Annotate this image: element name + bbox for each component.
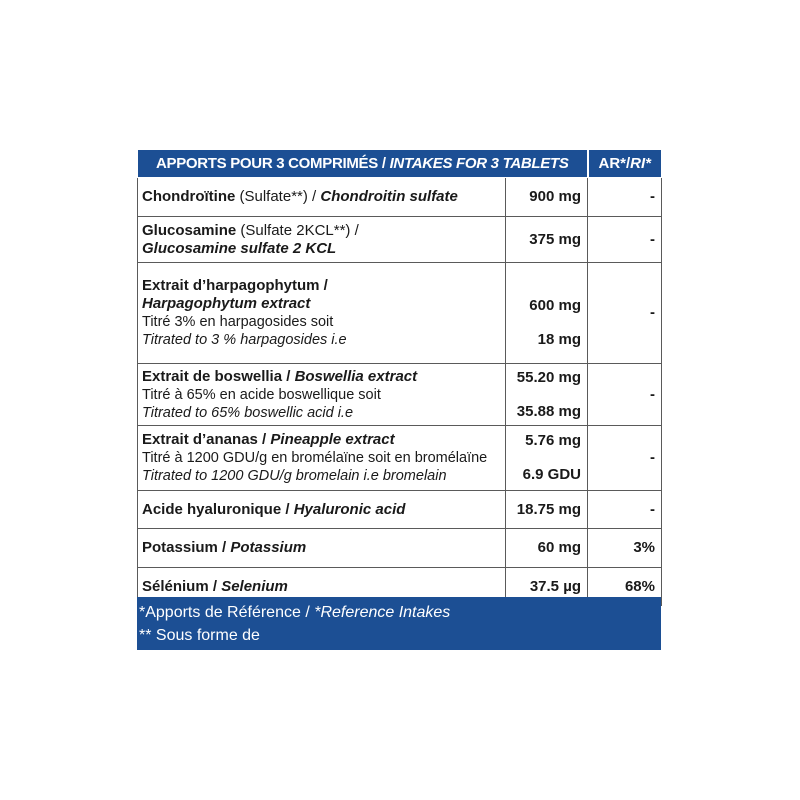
footer-reference-fr: *Apports de Référence / [139,604,315,621]
header-ri: RI* [630,155,651,172]
ingredient-en: Potassium [230,539,307,556]
ingredient-fr-extra: (Sulfate**) / [235,188,321,205]
ingredient-sub-en: Titrated to 1200 GDU/g bromelain i.e bromelain [142,468,447,484]
ingredient-sub-fr: Titré à 1200 GDU/g en bromélaïne soit en bromélaïne [142,450,488,466]
header-ar-ri [588,150,662,178]
ingredient-en: Boswellia extract [294,367,418,385]
ingredient-quantity [506,364,588,426]
ingredient-name [138,426,506,491]
ingredient-en: Hyaluronic acid [293,500,406,518]
ingredient-name [138,491,506,529]
quantity-sub: 35.88 mg [516,402,581,420]
nutrition-table [137,149,662,606]
footer-reference-en: *Reference Intakes [314,604,451,621]
ingredient-fr: Sélénium / [142,577,222,595]
ingredient-name [138,217,506,263]
header-intakes-fr: APPORTS POUR 3 COMPRIMÉS / [155,155,390,172]
quantity-main: 55.20 mg [516,368,581,386]
ingredient-en: Glucosamine sulfate 2 KCL [142,239,337,257]
table-row [138,529,662,568]
ingredient-name [138,364,506,426]
ingredient-ar: 68% [588,568,662,606]
ingredient-sub-fr: Titré à 65% en acide boswellique soit [142,386,381,403]
quantity-main: 600 mg [529,297,581,314]
ingredient-fr: Potassium / [142,539,231,556]
ingredient-sub-en: Titrated to 3 % harpagosides i.e [142,332,347,348]
footer-line-form: ** Sous forme de [139,627,260,644]
ingredient-en: Harpagophytum extract [142,295,311,312]
ingredient-ar: - [588,263,662,364]
table-row [138,263,662,364]
ingredient-ar: - [588,364,662,426]
header-intakes [138,150,588,178]
table-row [138,426,662,491]
ingredient-fr: Extrait de boswellia / [142,367,295,385]
ingredient-quantity: 900 mg [506,178,588,217]
ingredient-fr: Extrait d’ananas / [142,431,271,448]
ingredient-fr: Glucosamine [142,221,237,239]
table-row [138,178,662,217]
quantity-main: 5.76 mg [525,432,581,449]
ingredient-name [138,263,506,364]
table-header-row [138,150,662,178]
ingredient-sub-fr: Titré 3% en harpagosides soit [142,314,334,330]
header-ar: AR*/ [598,155,631,172]
ingredient-fr: Acide hyaluronique / [142,500,294,518]
ingredient-quantity: 375 mg [506,217,588,263]
ingredient-ar: - [588,426,662,491]
table-row [138,217,662,263]
reference-footer [137,597,661,650]
table-row [138,491,662,529]
ingredient-en: Selenium [221,577,288,595]
ingredient-name [138,529,506,568]
nutrition-table-frame [137,149,661,649]
ingredient-en: Pineapple extract [270,431,395,448]
ingredient-ar: - [588,178,662,217]
ingredient-quantity [506,426,588,491]
ingredient-ar: - [588,217,662,263]
ingredient-quantity: 60 mg [506,529,588,568]
header-intakes-en: INTAKES FOR 3 TABLETS [389,155,569,172]
ingredient-fr: Extrait d’harpagophytum / [142,277,328,294]
ingredient-ar: - [588,491,662,529]
quantity-sub: 6.9 GDU [522,466,581,483]
ingredient-fr: Chondroïtine [142,188,236,205]
ingredient-en: Chondroitin sulfate [320,188,458,205]
ingredient-quantity: 37.5 µg [506,568,588,606]
quantity-sub: 18 mg [537,331,581,348]
ingredient-ar: 3% [588,529,662,568]
table-row [138,364,662,426]
ingredient-quantity: 18.75 mg [506,491,588,529]
footer-line-reference [139,601,661,624]
ingredient-name [138,178,506,217]
ingredient-quantity [506,263,588,364]
ingredient-sub-en: Titrated to 65% boswellic acid i.e [142,404,354,421]
ingredient-fr-extra: (Sulfate 2KCL**) / [236,221,359,239]
